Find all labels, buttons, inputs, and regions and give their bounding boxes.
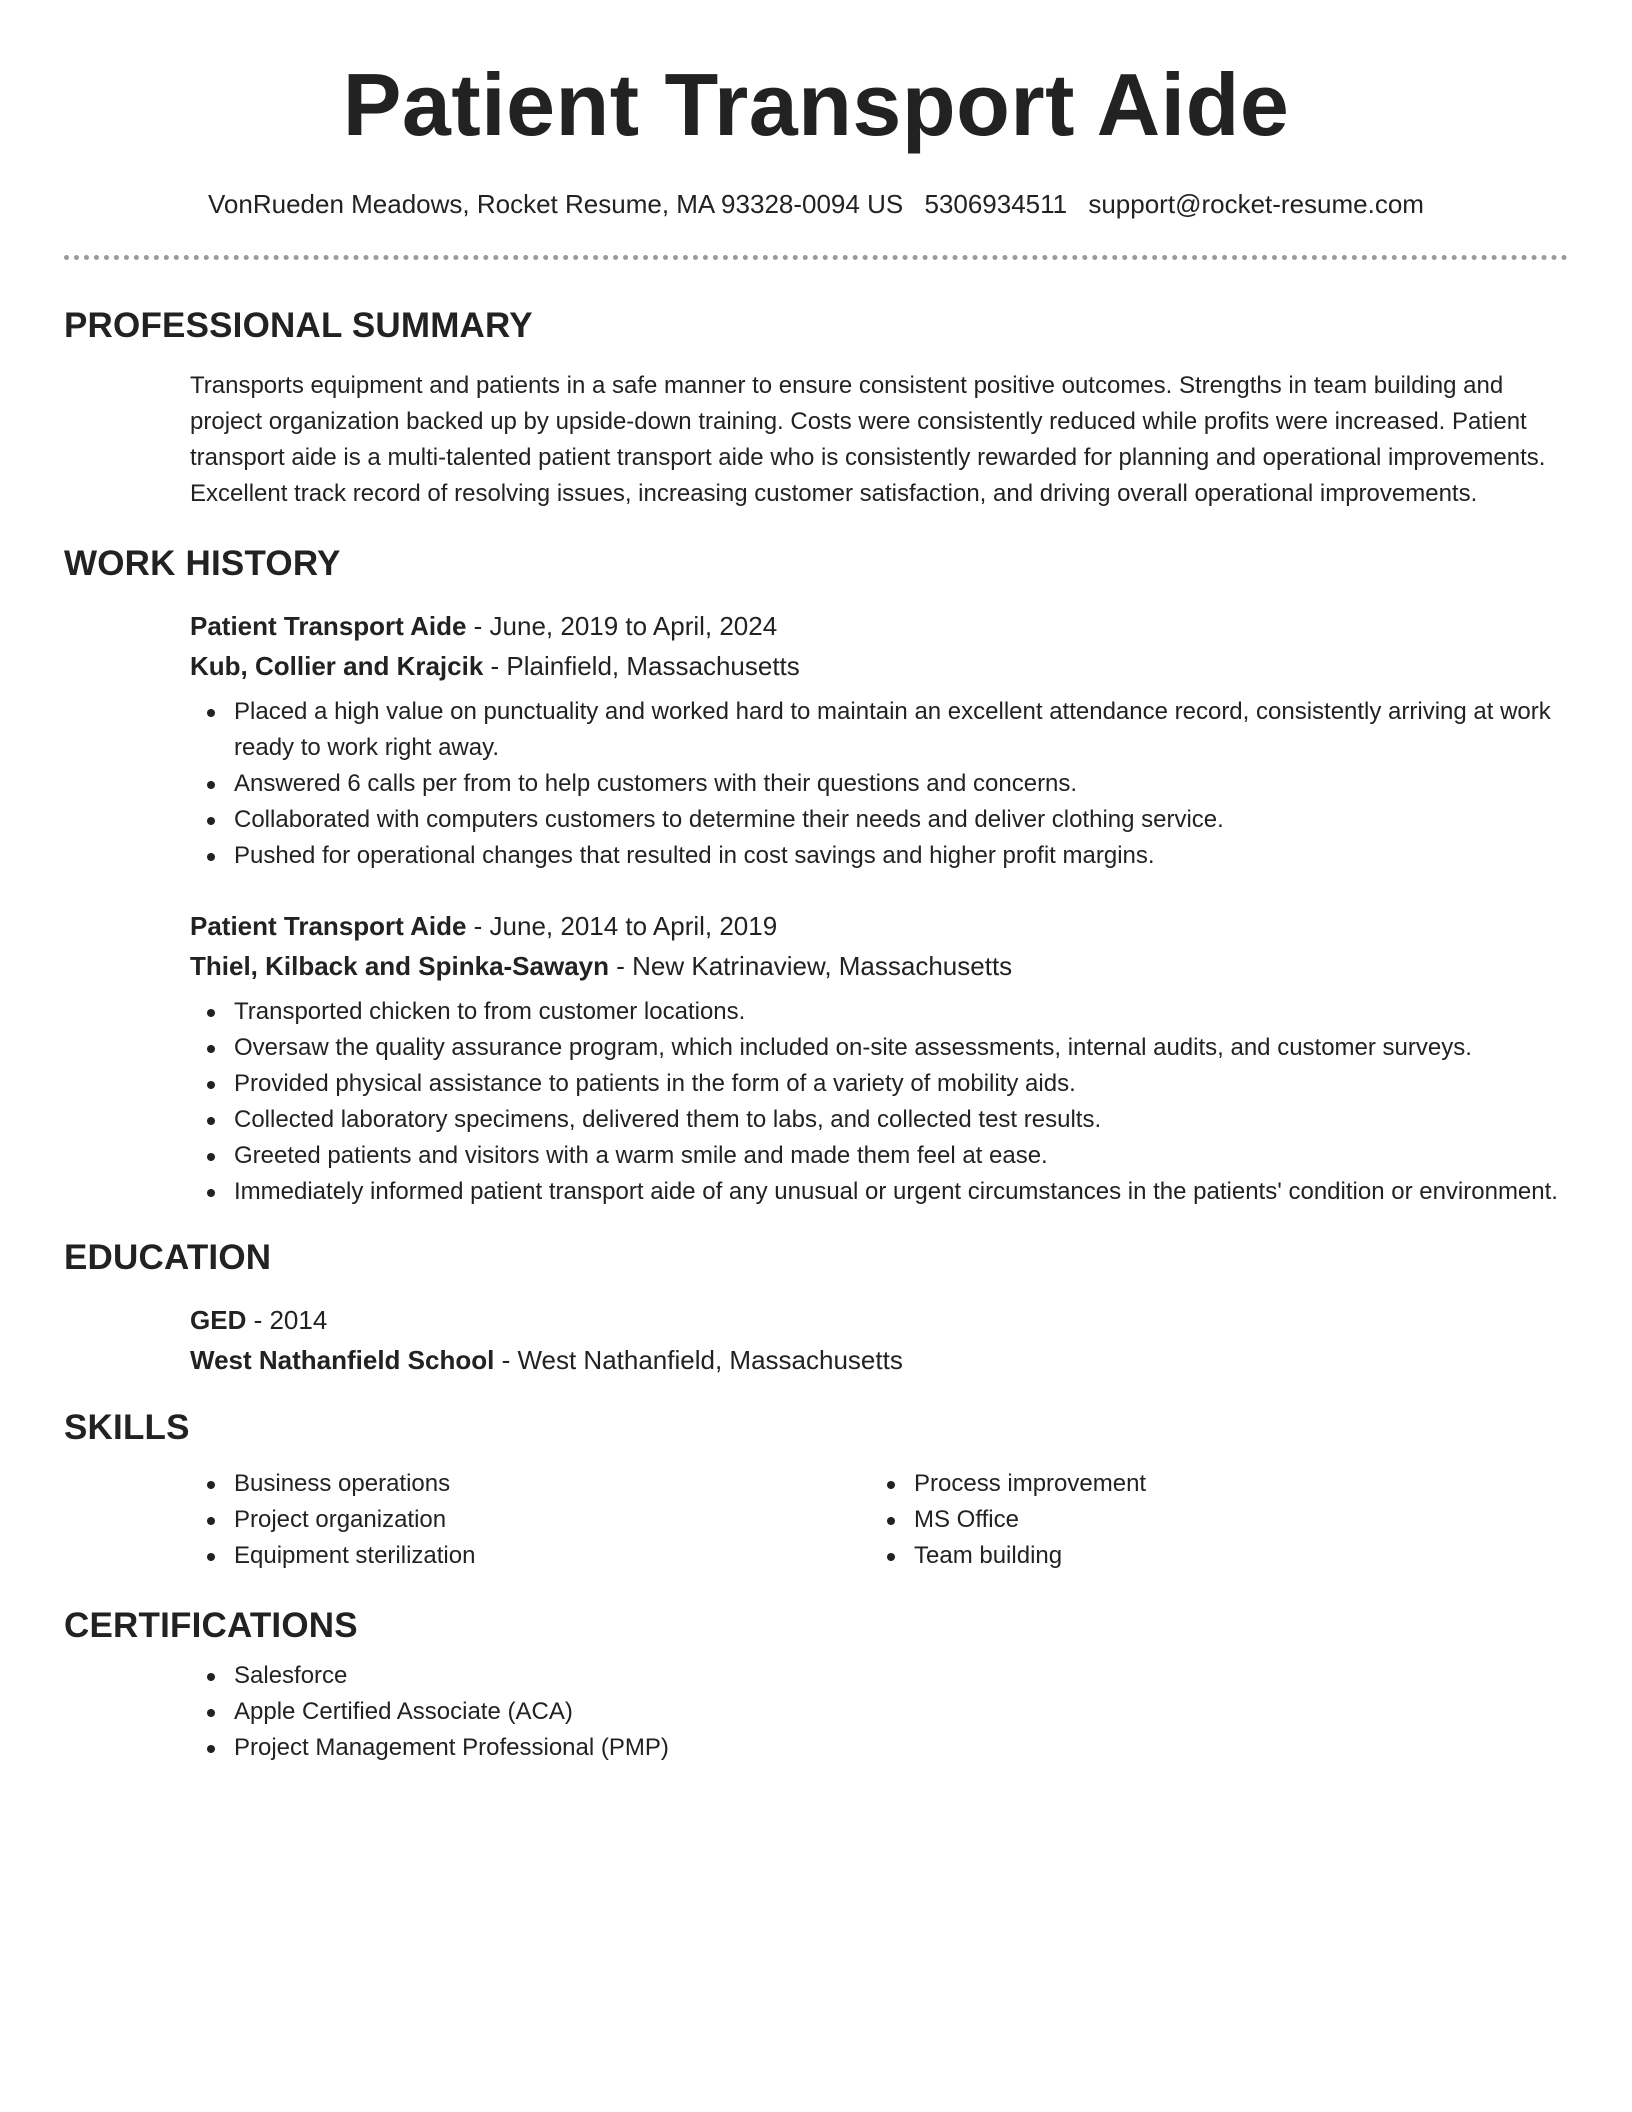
certification-item: Project Management Professional (PMP) xyxy=(234,1730,1568,1766)
job-bullets xyxy=(190,994,1568,1210)
job-role: Patient Transport Aide xyxy=(190,911,467,941)
header-divider xyxy=(64,255,1568,260)
certifications-heading: CERTIFICATIONS xyxy=(64,1606,358,1645)
skills-heading: SKILLS xyxy=(64,1408,190,1447)
job-entry xyxy=(190,606,1568,874)
skills-column-left xyxy=(190,1460,870,1574)
graduation-year: - 2014 xyxy=(246,1305,328,1335)
skill-item: MS Office xyxy=(914,1502,1550,1538)
skill-item: Business operations xyxy=(234,1466,870,1502)
job-location: - New Katrinaview, Massachusetts xyxy=(609,951,1013,981)
job-entry xyxy=(190,906,1568,1210)
contact-address: VonRueden Meadows, Rocket Resume, MA 93328-0094 US xyxy=(208,189,904,219)
school-location: - West Nathanfield, Massachusetts xyxy=(494,1345,903,1375)
job-company: Thiel, Kilback and Spinka-Sawayn xyxy=(190,951,610,981)
skill-item: Project organization xyxy=(234,1502,870,1538)
list-item: Greeted patients and visitors with a warm smile and made them feel at ease. xyxy=(234,1138,1568,1174)
job-company-line xyxy=(190,646,1568,686)
list-item: Transported chicken to from customer locations. xyxy=(234,994,1568,1030)
list-item: Collected laboratory specimens, delivered them to labs, and collected test results. xyxy=(234,1102,1568,1138)
work-history-section xyxy=(64,542,1568,1210)
contact-email: support@rocket-resume.com xyxy=(1088,189,1424,219)
skill-item: Team building xyxy=(914,1538,1550,1574)
certification-item: Salesforce xyxy=(234,1658,1568,1694)
degree-line xyxy=(190,1300,1568,1340)
list-item: Oversaw the quality assurance program, which included on-site assessments, internal audits, and customer surveys. xyxy=(234,1030,1568,1066)
list-item: Immediately informed patient transport aide of any unusual or urgent circumstances in the patients' condition or environment. xyxy=(234,1174,1568,1210)
job-dates: - June, 2019 to April, 2024 xyxy=(466,611,778,641)
job-bullets xyxy=(190,694,1568,874)
work-history-heading: WORK HISTORY xyxy=(64,544,341,583)
education-section xyxy=(64,1236,1568,1380)
job-company-line xyxy=(190,946,1568,986)
job-title-line xyxy=(190,906,1568,946)
list-item: Placed a high value on punctuality and worked hard to maintain an excellent attendance record, consistently arriving at work ready to work right away. xyxy=(234,694,1568,766)
certifications-list xyxy=(190,1658,1568,1766)
list-item: Pushed for operational changes that resulted in cost savings and higher profit margins. xyxy=(234,838,1568,874)
job-title-line xyxy=(190,606,1568,646)
list-item: Collaborated with computers customers to determine their needs and deliver clothing service. xyxy=(234,802,1568,838)
summary-section xyxy=(64,304,1568,512)
education-heading: EDUCATION xyxy=(64,1238,272,1277)
summary-text: Transports equipment and patients in a safe manner to ensure consistent positive outcomes. Strengths in team building and project organization backed up by upside-down training. Costs were consistently reduced while profits were increased. Patient transport aide is a multi-talented patient transport aide who is consistently rewarded for planning and operational improvements. Excellent track record of resolving issues, increasing customer satisfaction, and driving overall operational improvements. xyxy=(190,372,1546,507)
contact-phone: 5306934511 xyxy=(924,189,1068,219)
skills-section xyxy=(64,1406,1568,1574)
job-company: Kub, Collier and Krajcik xyxy=(190,651,484,681)
job-role: Patient Transport Aide xyxy=(190,611,467,641)
certification-item: Apple Certified Associate (ACA) xyxy=(234,1694,1568,1730)
summary-heading: PROFESSIONAL SUMMARY xyxy=(64,306,533,345)
job-dates: - June, 2014 to April, 2019 xyxy=(466,911,778,941)
school-name: West Nathanfield School xyxy=(190,1345,495,1375)
degree: GED xyxy=(190,1305,247,1335)
skill-item: Equipment sterilization xyxy=(234,1538,870,1574)
skills-column-right xyxy=(870,1460,1550,1574)
certifications-section xyxy=(64,1604,1568,1766)
list-item: Answered 6 calls per from to help customers with their questions and concerns. xyxy=(234,766,1568,802)
school-line xyxy=(190,1340,1568,1380)
resume-title: Patient Transport Aide xyxy=(342,55,1290,154)
job-location: - Plainfield, Massachusetts xyxy=(483,651,800,681)
skill-item: Process improvement xyxy=(914,1466,1550,1502)
list-item: Provided physical assistance to patients in the form of a variety of mobility aids. xyxy=(234,1066,1568,1102)
contact-line xyxy=(64,187,1568,221)
